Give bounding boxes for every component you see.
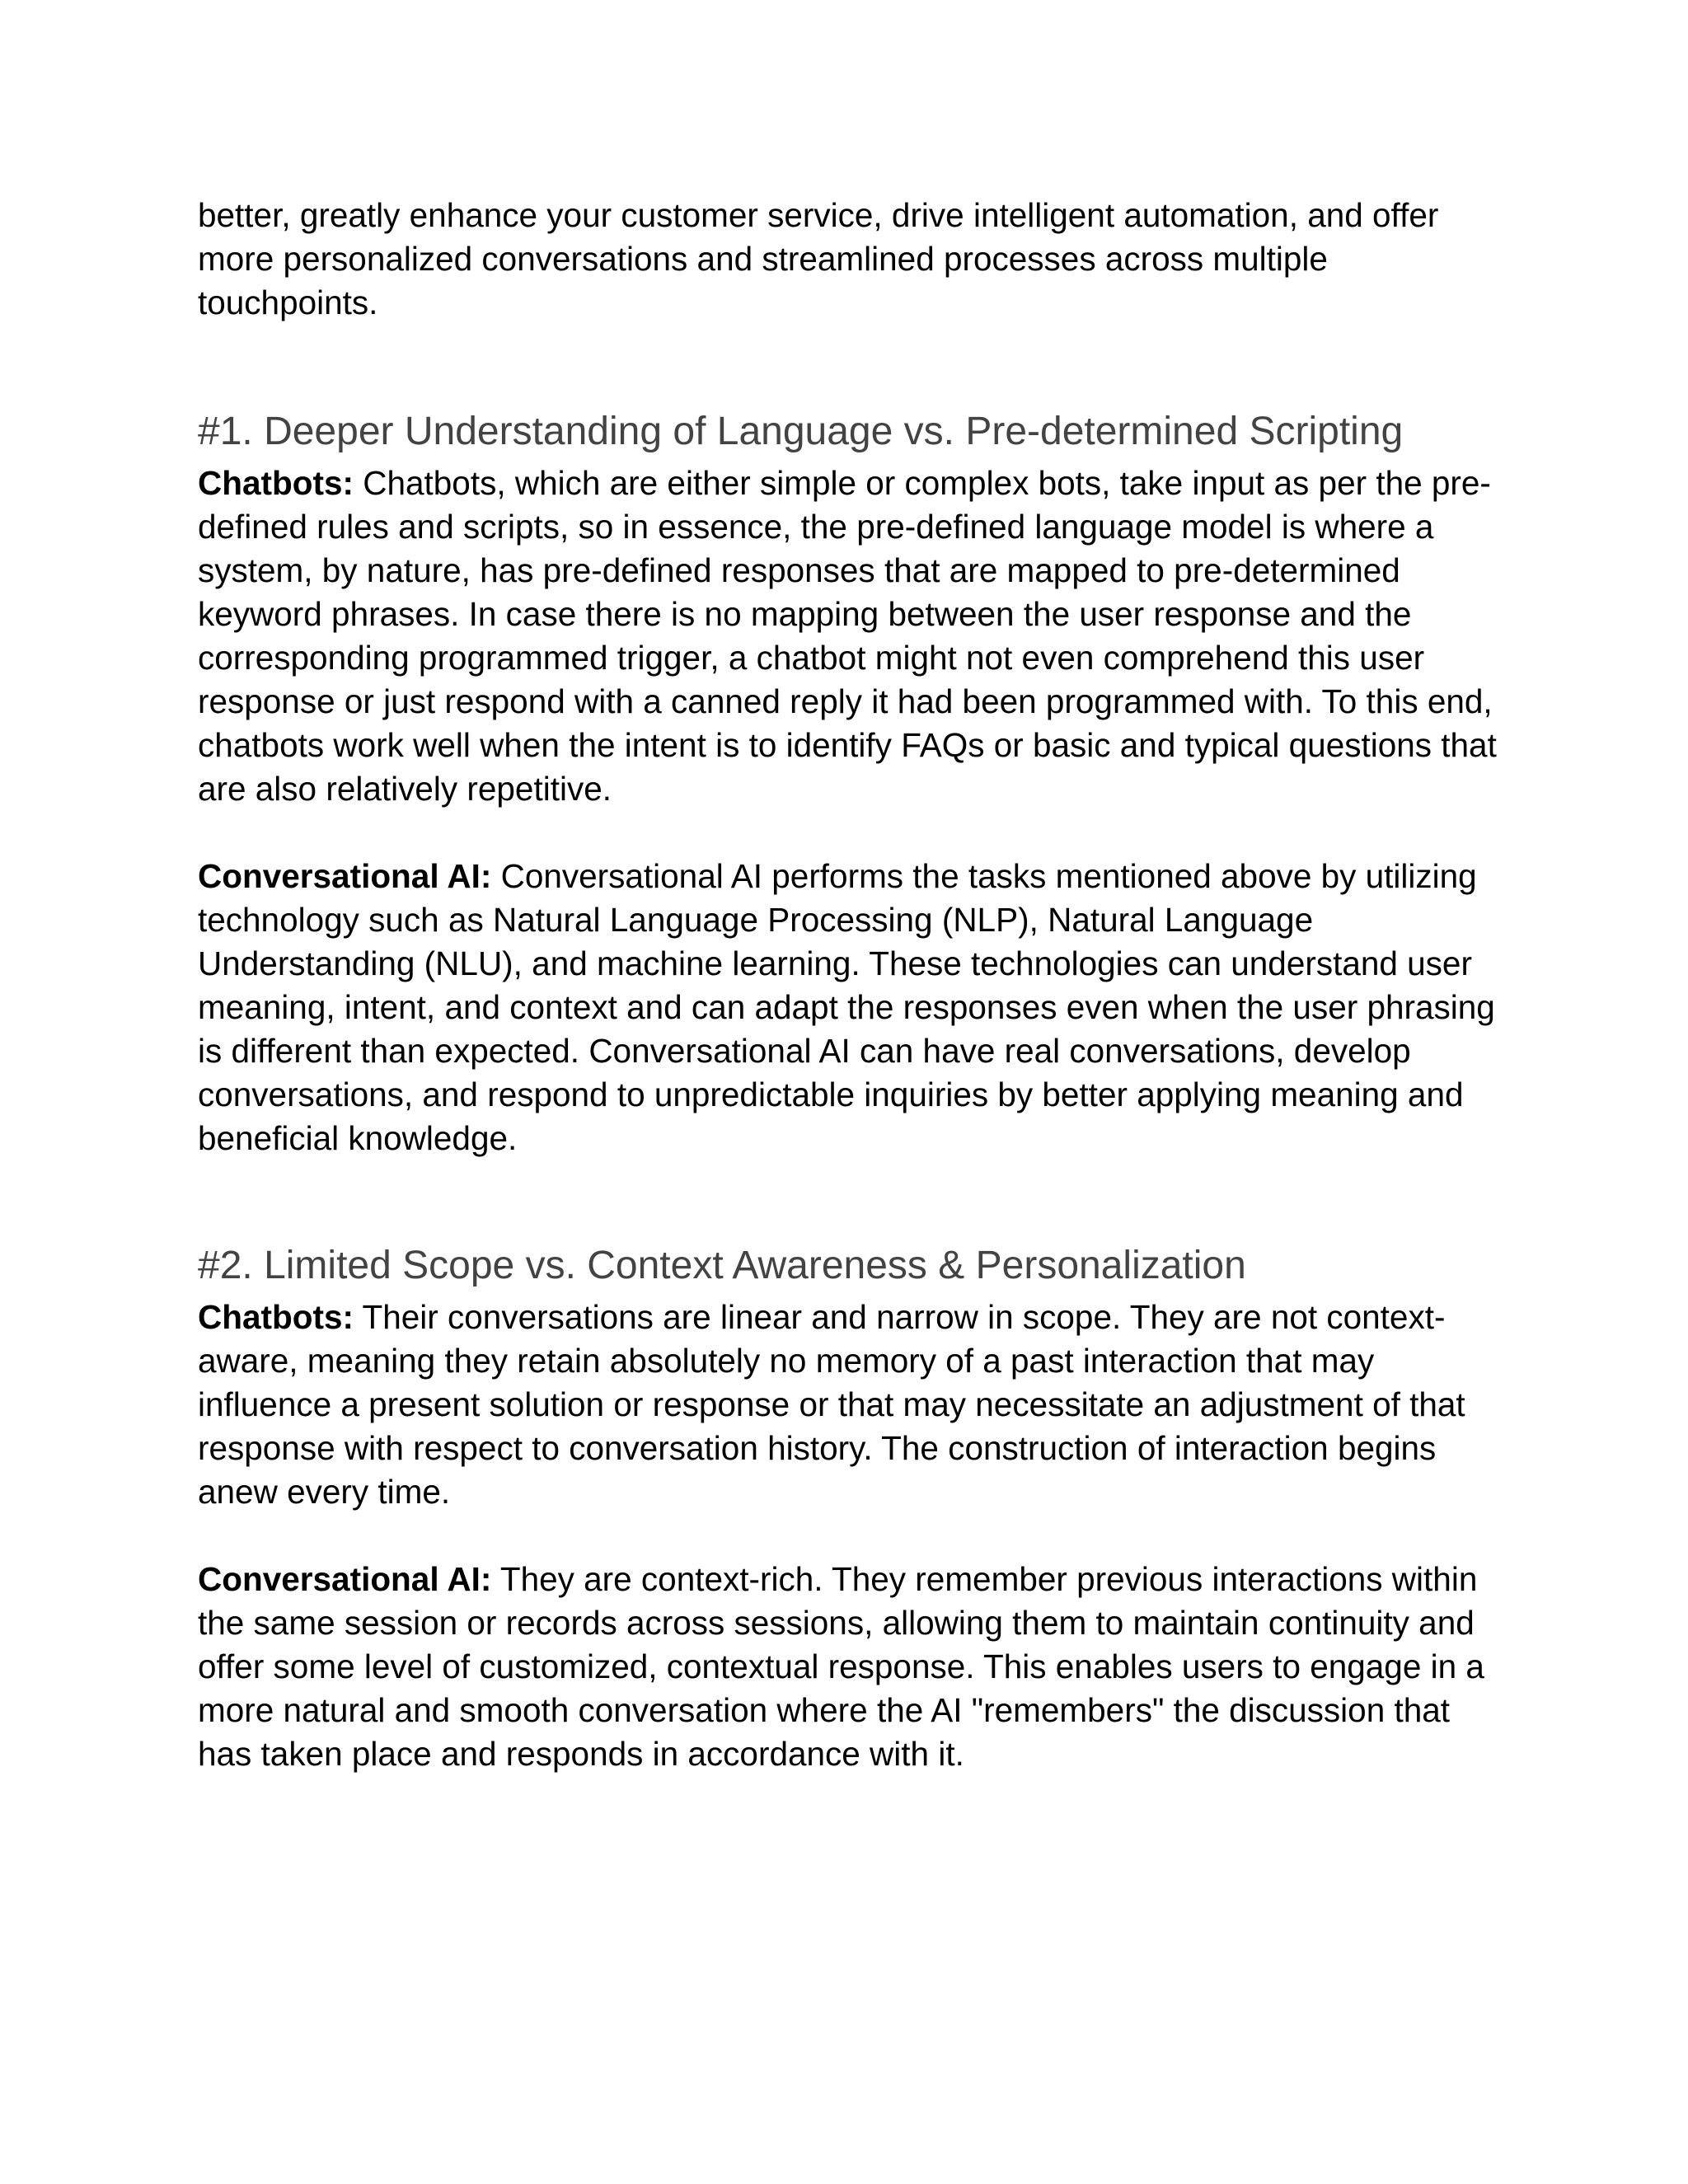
section-1-ai-label: Conversational AI: [198, 857, 492, 895]
section-2-chatbots-label: Chatbots: [198, 1298, 354, 1336]
section-2-ai-text: They are context-rich. They remember previous interactions within the same session or records across sessions, allowing them to maintain continuity and offer some level of customized, contextual response. This enables users to engage in a more natural and smooth conversation where the AI "remembers" the discussion that has taken place and responds in accordance with it. [198, 1560, 1484, 1773]
section-1-ai-paragraph [198, 855, 1500, 1160]
section-2-ai-paragraph [198, 1558, 1500, 1776]
section-1-heading: #1. Deeper Understanding of Language vs. Pre-determined Scripting [198, 410, 1404, 453]
section-2-chatbots-text: Their conversations are linear and narrow in scope. They are not context-aware, meaning they retain absolutely no memory of a past interaction that may influence a present solution or response or that may necessitate an adjustment of that response with respect to conversation history. The construction of interaction begins anew every time. [198, 1298, 1465, 1511]
section-1-chatbots-text: Chatbots, which are either simple or complex bots, take input as per the pre-defined rules and scripts, so in essence, the pre-defined language model is where a system, by nature, has pre-defined responses that are mapped to pre-determined keyword phrases. In case there is no mapping between the user response and the corresponding programmed trigger, a chatbot might not even comprehend this user response or just respond with a canned reply it had been programmed with. To this end, chatbots work well when the intent is to identify FAQs or basic and typical questions that are also relatively repetitive. [198, 464, 1497, 808]
section-1-chatbots-paragraph [198, 462, 1500, 811]
section-1-chatbots-label: Chatbots: [198, 464, 354, 502]
section-2-chatbots-paragraph [198, 1296, 1500, 1514]
intro-paragraph: better, greatly enhance your customer service, drive intelligent automation, and offer more personalized conversations and streamlined processes across multiple touchpoints. [198, 196, 1439, 321]
document-page [198, 194, 1500, 1776]
section-2-heading: #2. Limited Scope vs. Context Awareness & Personalization [198, 1244, 1246, 1287]
section-2-ai-label: Conversational AI: [198, 1560, 492, 1598]
section-1-ai-text: Conversational AI performs the tasks mentioned above by utilizing technology such as Natural Language Processing (NLP), Natural Language Understanding (NLU), and machine learning. These technologies can understand user meaning, intent, and context and can adapt the responses even when the user phrasing is different than expected. Conversational AI can have real conversations, develop conversations, and respond to unpredictable inquiries by better applying meaning and beneficial knowledge. [198, 857, 1495, 1157]
